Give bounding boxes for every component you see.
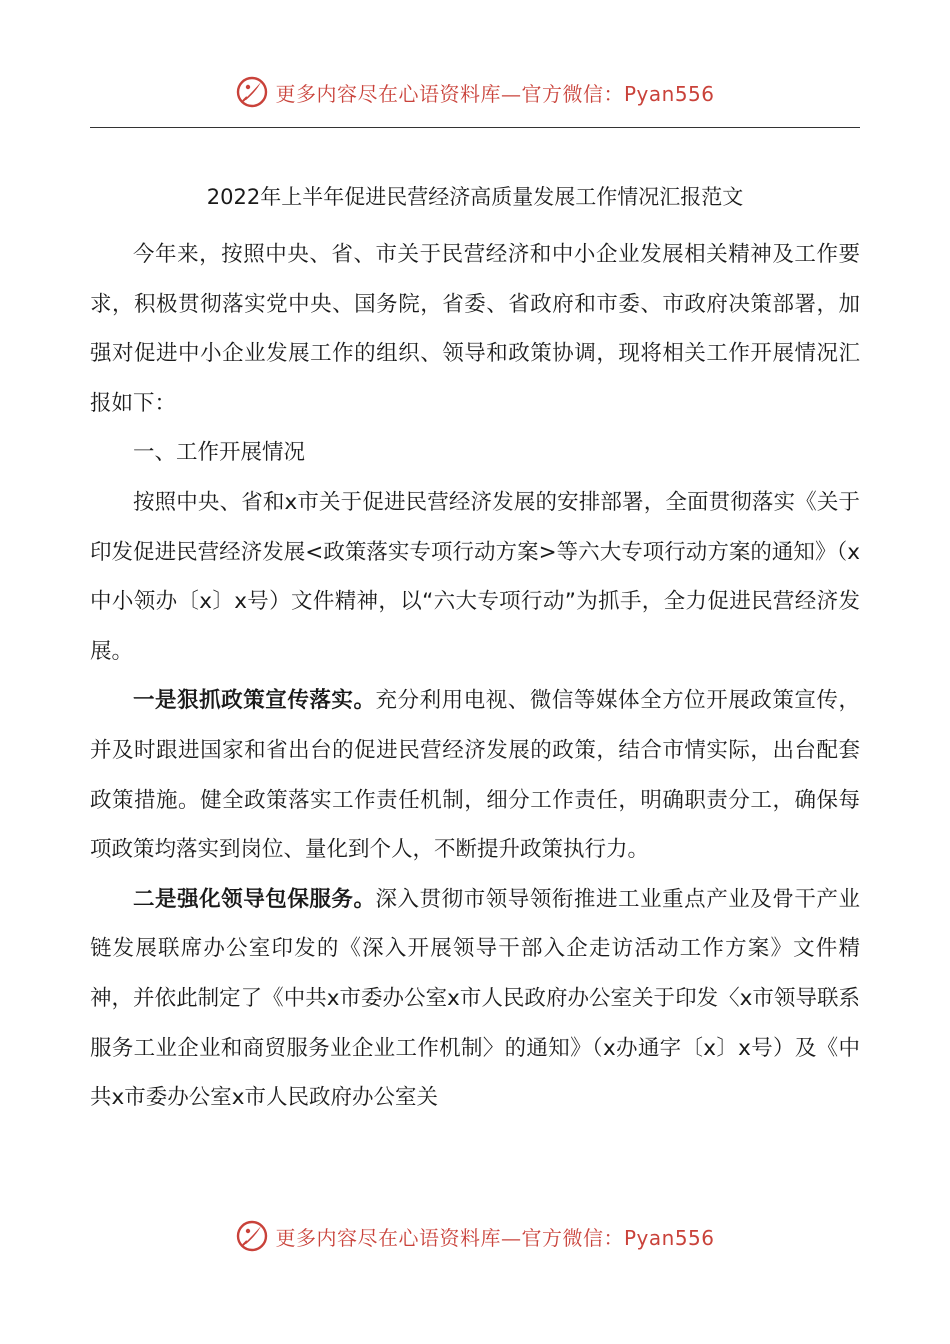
document-title: 2022年上半年促进民营经济高质量发展工作情况汇报范文 (206, 185, 744, 209)
document-body (90, 230, 860, 1123)
item-2-paragraph (90, 875, 860, 1123)
section-intro-paragraph: 按照中央、省和x市关于促进民营经济发展的安排部署，全面贯彻落实《关于印发促进民营经济发展<政策落实专项行动方案>等六大专项行动方案的通知》（x中小领办〔x〕x号）文件精神，以“六大专项行动”为抓手，全力促进民营经济发展。 (90, 489, 860, 664)
header-divider (90, 127, 860, 128)
quill-logo-icon (235, 75, 269, 109)
footer-banner (0, 1216, 950, 1256)
item-2-lead: 二是强化领导包保服务。 (133, 886, 376, 912)
intro-paragraph: 今年来，按照中央、省、市关于民营经济和中小企业发展相关精神及工作要求，积极贯彻落实党中央、国务院，省委、省政府和市委、市政府决策部署，加强对促进中小企业发展工作的组织、领导和政策协调，现将相关工作开展情况汇报如下： (90, 242, 860, 416)
section-heading: 一、工作开展情况 (133, 440, 306, 466)
item-1-text: 充分利用电视、微信等媒体全方位开展政策宣传，并及时跟进国家和省出台的促进民营经济发展的政策，结合市情实际，出台配套政策措施。健全政策落实工作责任机制，细分工作责任，明确职责分工，确保每项政策均落实到岗位、量化到个人，不断提升政策执行力。 (90, 688, 860, 863)
banner-text: 更多内容尽在心语资料库—官方微信：Pyan556 (275, 81, 715, 106)
quill-logo-icon (235, 1219, 269, 1253)
header-banner (0, 72, 950, 112)
item-2-text: 深入贯彻市领导领衔推进工业重点产业及骨干产业链发展联席办公室印发的《深入开展领导干部入企走访活动工作方案》文件精神，并依此制定了《中共x市委办公室x市人民政府办公室关于印发〈x市领导联系服务工业企业和商贸服务业企业工作机制〉的通知》（x办通字〔x〕x号）及《中共x市委办公室x市人民政府办公室关 (90, 886, 860, 1111)
banner-text: 更多内容尽在心语资料库—官方微信：Pyan556 (275, 1225, 715, 1250)
item-1-paragraph (90, 676, 860, 874)
item-1-lead: 一是狠抓政策宣传落实。 (133, 688, 376, 714)
